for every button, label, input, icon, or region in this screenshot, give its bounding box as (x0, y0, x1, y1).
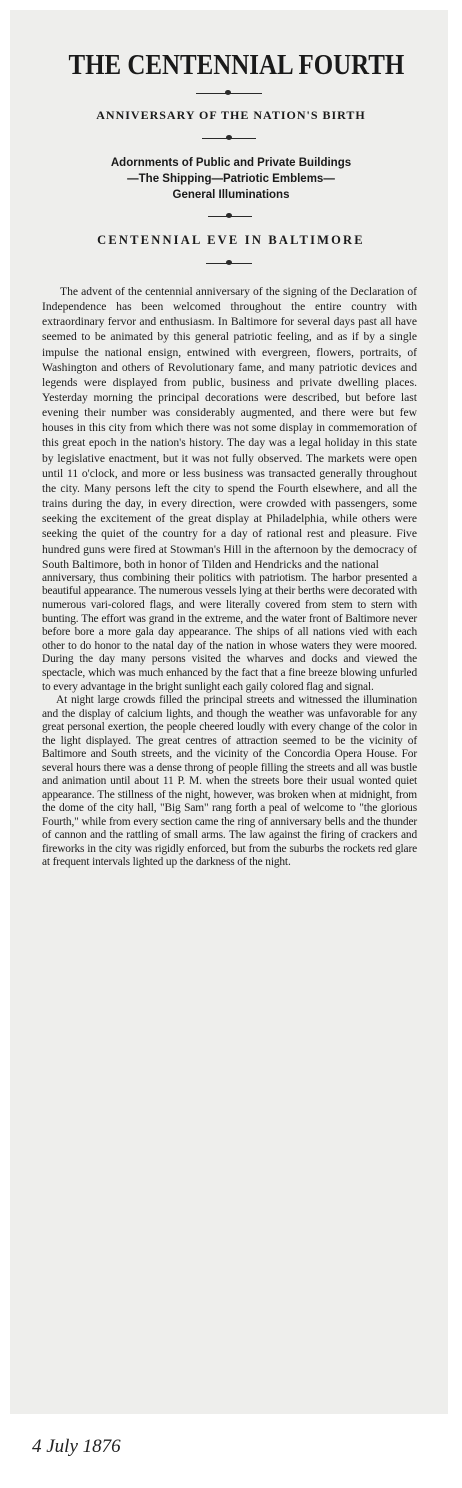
deck-headline (42, 155, 420, 203)
article-paragraph: The advent of the centennial anniversary of the signing of the Declaration of Independence has been welcomed throughout the entire country with extraordinary fervor and enthusiasm. In Baltimore for several days past all have seemed to be animated by this general patriotic feeling, and as if by a single impulse the national ensign, entwined with evergreen, flowers, portraits, of Washington and others of Revolutionary fame, and many patriotic devices and legends were displayed from public, business and private dwelling places. Yesterday morning the principal decorations were described, but before last evening their number was considerably augmented, and there were but few houses in this city from which there was not some display in commemoration of this great epoch in the nation's history. The day was a legal holiday in this state by legislative enactment, but it was not fully observed. The markets were open until 11 o'clock, and more or less business was transacted generally throughout the city. Many persons left the city to spend the Fourth elsewhere, and all the trains during the day, in every direction, were crowded with passengers, some seeking the excitement of the great display at Philadelphia, while others were seeking the quiet of the country for a day of rational rest and pleasure. Five hundred guns were fired at Stowman's Hill in the afternoon by the democracy of South Baltimore, both in honor of Tilden and Hendricks and the national (42, 284, 417, 571)
ornamental-rule (42, 211, 420, 221)
article-paragraph: anniversary, thus combining their politics with patriotism. The harbor presented a beautiful appearance. The numerous vessels lying at their berths were decorated with numerous vari-colored flags, and were literally covered from stem to stern with bunting. The effort was grand in the extreme, and the water front of Baltimore never before bore a more gala day appearance. The ships of all nations vied with each other to do honor to the natal day of the nation in whose waters they were moored. During the day many persons visited the wharves and docks and viewed the spectacle, which was much enhanced by the fact that a fine breeze blowing unfurled to every advantage in the bright sunlight each gaily colored flag and signal. (42, 571, 417, 693)
dateline: 4 July 1876 (32, 1436, 121, 1457)
newspaper-clipping (10, 10, 448, 1414)
deck-line: General Illuminations (172, 188, 290, 201)
ornamental-rule (42, 258, 420, 268)
subhead: ANNIVERSARY OF THE NATION'S BIRTH (96, 107, 366, 122)
article-paragraph: At night large crowds filled the principal streets and witnessed the illumination and the display of calcium lights, and though the weather was unfavorable for any great personal exertion, the people cheered loudly with every change of the color in the light displayed. The great centres of attraction seemed to be the vicinity of Baltimore and South streets, and the vicinity of the Concordia Opera House. For several hours there was a dense throng of people filling the streets and all was bustle and animation until about 11 P. M. when the streets bore their usual wonted quiet appearance. The stillness of the night, however, was broken when at midnight, from the dome of the city hall, "Big Sam" rang forth a peal of welcome to "the glorious Fourth," while from every section came the ring of anniversary bells and the thunder of cannon and the rattling of small arms. The law against the firing of crackers and fireworks in the city was rigidly enforced, but from the suburbs the rockets red glare at frequent intervals lighted up the darkness of the night. (42, 694, 417, 869)
deck-line: Adornments of Public and Private Buildings (110, 156, 352, 169)
ornamental-rule (42, 133, 420, 143)
section-head: CENTENNIAL EVE IN BALTIMORE (97, 232, 365, 247)
headline: THE CENTENNIAL FOURTH (68, 49, 405, 81)
ornamental-rule (42, 88, 420, 98)
deck-line: —The Shipping—Patriotic Emblems— (127, 172, 335, 185)
